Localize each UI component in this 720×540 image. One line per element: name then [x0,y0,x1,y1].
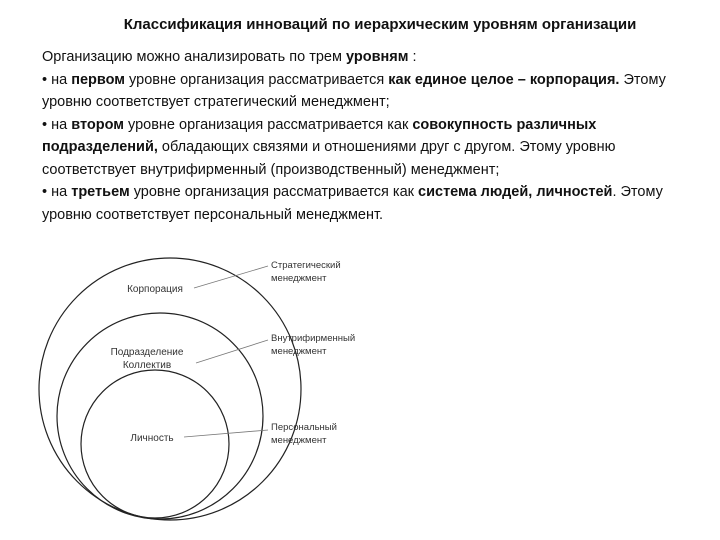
label-corporation: Корпорация [127,284,183,295]
paragraph-level-1: • на первом уровне организация рассматривается как единое целое – корпорация. Этому уровню соответствует стратегический менеджмент; [42,71,666,110]
callout-intrafirm-line1: Внутрифирменный [271,333,356,344]
leader-line-strategic [194,266,268,288]
callout-strategic-line2: менеджмент [271,273,327,284]
callout-strategic-line1: Стратегический [271,260,341,271]
middle-circle-division [57,313,263,519]
paragraph-level-3: • на третьем уровне организация рассматривается как система людей, личностей. Этому уровню соответствует персональный менеджмент. [42,184,663,223]
paragraph-level-2: • на втором уровне организация рассматривается как совокупность различных подразделений, обладающих связями и отношениями друг с другом. Этому уровню соответствует внутрифирменный (производственный) менеджмент; [42,116,616,178]
leader-line-personal [184,430,268,437]
callout-intrafirm-line2: менеджмент [271,346,327,357]
inner-circle-personality [81,370,229,518]
outer-circle-corporation [39,258,301,520]
leader-line-intrafirm [196,340,268,363]
label-division: Подразделение [110,347,184,358]
paragraph-intro: Организацию можно анализировать по трем уровням : [42,49,417,65]
callout-personal-line1: Персональный [271,422,337,433]
slide-title: Классификация инноваций по иерархическим уровням организации [123,16,637,33]
callout-personal-line2: менеджмент [271,435,327,446]
label-personality: Личность [130,433,174,444]
label-collective: Коллектив [122,360,172,371]
